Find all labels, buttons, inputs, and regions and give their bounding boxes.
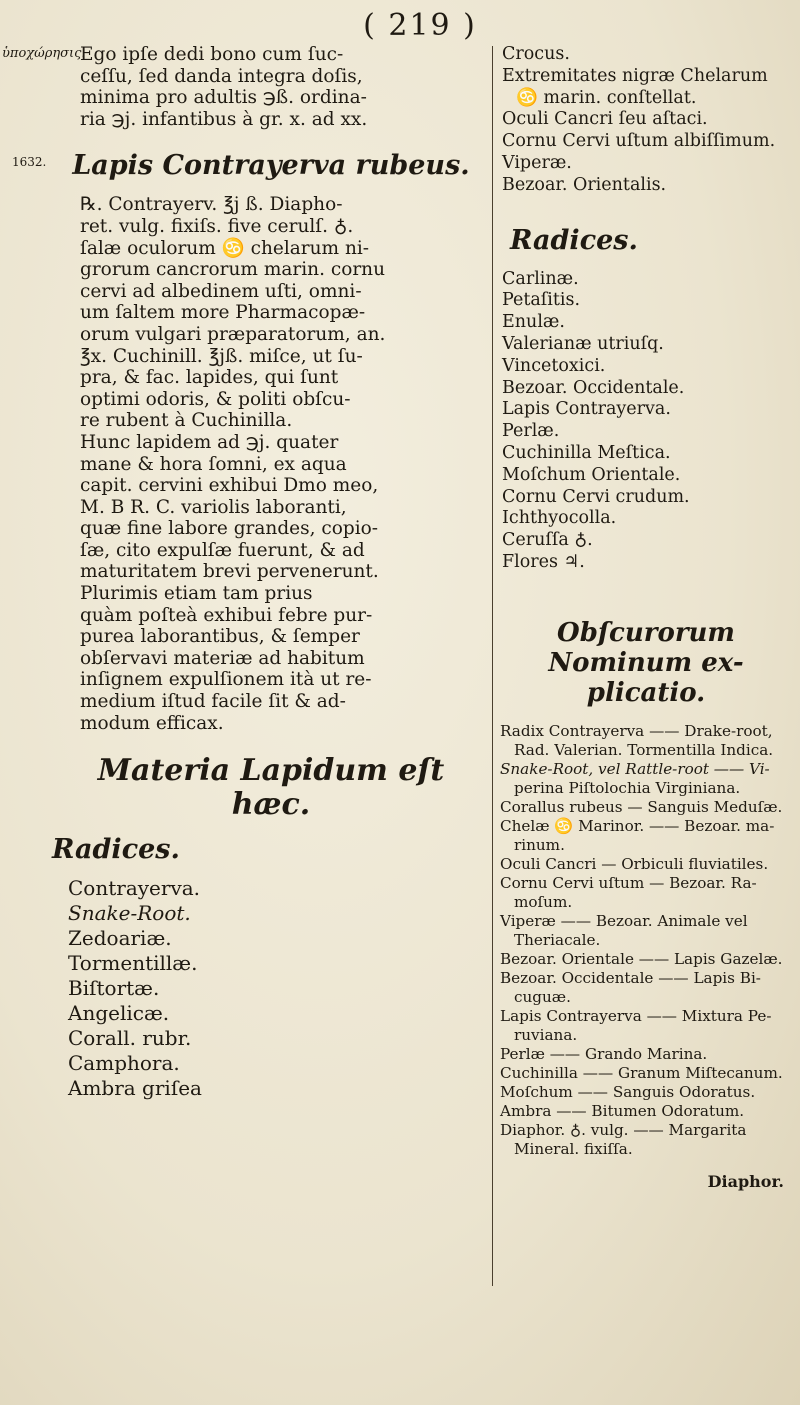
list-item: Vincetoxici. — [502, 355, 606, 376]
list-item: Biſtortæ. — [68, 976, 160, 1001]
list-item: Bezoar. Occidentale. — [502, 377, 685, 398]
right-column — [500, 44, 792, 1193]
glossary-line: cuguæ. — [514, 987, 571, 1006]
text-line: minima pro adultis ℈ß. ordina- — [80, 87, 367, 109]
glossary-line: Lapis Contrayerva —— Mixtura Pe- — [500, 1006, 772, 1025]
column-divider — [492, 46, 493, 1286]
glossary-line: Perlæ —— Grando Marina. — [500, 1044, 708, 1063]
glossary-entry — [500, 874, 792, 912]
glossary-entry — [500, 817, 792, 855]
glossary-entry — [500, 1121, 792, 1159]
glossary-entry — [500, 1007, 792, 1045]
list-item: Moſchum Orientale. — [502, 464, 681, 485]
glossary-entry — [500, 855, 792, 874]
list-item: Extremitates nigræ Chelarum — [502, 65, 768, 86]
text-line: Plurimis etiam tam prius — [80, 583, 313, 605]
glossary-line: ruviana. — [514, 1025, 578, 1044]
text-line: cervi ad albedinem uſti, omni- — [80, 280, 362, 302]
list-item: Carlinæ. — [502, 268, 579, 289]
ingredient-list-right-top — [500, 44, 792, 197]
list-item: Bezoar. Orientalis. — [502, 174, 667, 195]
text-line: Ego ipſe dedi bono cum ſuc- — [80, 44, 344, 65]
glossary-line: Mineral. fixiſſa. — [514, 1139, 633, 1158]
text-line: pra, & fac. lapides, qui ſunt — [80, 367, 339, 389]
list-item: Lapis Contrayerva. — [502, 399, 671, 420]
list-item: Cornu Cervi uſtum albiſſimum. — [502, 131, 776, 152]
text-line: ℥x. Cuchinill. ℥jß. miſce, ut ſu- — [80, 345, 363, 367]
list-item: Cornu Cervi crudum. — [502, 486, 690, 507]
list-item: Perlæ. — [502, 421, 560, 442]
glossary-list — [500, 722, 792, 1159]
glossary-line: rinum. — [514, 835, 565, 854]
glossary-line: Ambra —— Bitumen Odoratum. — [500, 1101, 745, 1120]
text-line: optimi odoris, & politi obſcu- — [80, 388, 351, 410]
list-item: Cuchinilla Meſtica. — [502, 442, 671, 463]
glossary-line: Corallus rubeus — Sanguis Meduſæ. — [500, 797, 783, 816]
text-line: quàm poſteà exhibui febre pur- — [80, 604, 373, 626]
glossary-entry — [500, 950, 792, 969]
glossary-line: moſum. — [514, 892, 573, 911]
glossary-line: Viperæ —— Bezoar. Animale vel — [500, 911, 748, 930]
text-line: mane & hora ſomni, ex aqua — [80, 453, 347, 475]
text-line: ſalæ oculorum ♋ chelarum ni- — [80, 237, 370, 259]
ingredient-list-right-radices — [500, 269, 792, 574]
heading-obscurorum-nominum: Obſcurorum Nominum ex-plicatio. — [548, 617, 744, 708]
text-line: M. B R. C. variolis laboranti, — [80, 496, 347, 518]
text-line: maturitatem brevi pervenerunt. — [80, 561, 379, 583]
margin-note-greek: ὑποχώρησις. — [2, 46, 86, 61]
page-number: ( 219 ) — [363, 8, 477, 43]
list-item: Ceruſſa ♁. — [502, 530, 593, 551]
text-line: um ſaltem more Pharmacopæ- — [80, 302, 366, 324]
glossary-entry — [500, 912, 792, 950]
glossary-entry — [500, 969, 792, 1007]
text-line: grorum cancrorum marin. cornu — [80, 259, 386, 281]
glossary-entry — [500, 1102, 792, 1121]
left-column — [52, 44, 490, 1101]
glossary-line: Radix Contrayerva —— Drake-root, — [500, 721, 773, 740]
text-line: quæ fine labore grandes, copio- — [80, 518, 379, 540]
text-line: ℞. Contrayerv. ℥j ß. Diapho- — [80, 194, 343, 216]
glossary-line: Bezoar. Orientale —— Lapis Gazelæ. — [500, 949, 783, 968]
text-line: ceſſu, ſed danda integra doſis, — [80, 65, 363, 87]
heading-lapis-contrayerva: Lapis Contrayerva rubeus. — [72, 150, 470, 182]
text-line: inſignem expulſionem ità ut re- — [80, 669, 372, 691]
text-line: orum vulgari præparatorum, an. — [80, 323, 386, 345]
glossary-line: Rad. Valerian. Tormentilla Indica. — [514, 740, 774, 759]
list-item: Flores ♃. — [502, 551, 585, 572]
glossary-entry — [500, 1083, 792, 1102]
glossary-line: Oculi Cancri — Orbiculi fluviatiles. — [500, 854, 769, 873]
margin-note-year: 1632. — [12, 155, 47, 169]
text-line: purea laborantibus, & ſemper — [80, 626, 360, 648]
glossary-line: Snake-Root, vel Rattle-root —— Vi- — [500, 759, 770, 778]
text-line: capit. cervini exhibui Dmo meo, — [80, 475, 379, 497]
heading-radices-right: Radices. — [510, 224, 638, 256]
list-item: Ambra griſea — [68, 1076, 202, 1101]
text-line: re rubent à Cuchinilla. — [80, 410, 293, 432]
glossary-line: Theriacale. — [514, 930, 601, 949]
list-item: Angelicæ. — [68, 1001, 170, 1026]
list-item: Petaſitis. — [502, 290, 581, 311]
text-line: ſæ, cito expulſæ fuerunt, & ad — [80, 539, 365, 561]
paragraph-dose — [52, 44, 490, 130]
glossary-line: Moſchum —— Sanguis Odoratus. — [500, 1082, 756, 1101]
list-item: Enulæ. — [502, 312, 565, 333]
list-item: Valerianæ utriuſq. — [502, 333, 664, 354]
list-item: Tormentillæ. — [68, 951, 198, 976]
glossary-entry — [500, 722, 792, 741]
glossary-entry — [500, 741, 792, 760]
paragraph-usage — [52, 432, 490, 734]
list-item: Oculi Cancri ſeu aſtaci. — [502, 109, 708, 130]
glossary-entry — [500, 1064, 792, 1083]
heading-radices-left: Radices. — [52, 834, 180, 866]
heading-materia-lapidum: Materia Lapidum eſt hæc. — [97, 753, 445, 823]
glossary-line: Diaphor. ♁. vulg. —— Margarita — [500, 1120, 747, 1139]
list-item: ♋ marin. conſtellat. — [516, 87, 697, 108]
ingredient-list-left — [52, 876, 490, 1101]
text-line: obſervavi materiæ ad habitum — [80, 647, 365, 669]
text-line: medium iſtud facile ſit & ad- — [80, 691, 346, 713]
text-line: Hunc lapidem ad ℈j. quater — [80, 431, 339, 453]
list-item: Viperæ. — [502, 152, 572, 173]
list-item: Camphora. — [68, 1051, 180, 1076]
list-item: Snake-Root. — [68, 901, 191, 926]
glossary-entry — [500, 798, 792, 817]
text-line: ria ℈j. infantibus à gr. x. ad xx. — [80, 108, 368, 130]
list-item: Ichthyocolla. — [502, 508, 617, 529]
text-line: modum efficax. — [80, 712, 224, 734]
glossary-line: Chelæ ♋ Marinor. —— Bezoar. ma- — [500, 816, 775, 835]
list-item: Corall. rubr. — [68, 1026, 192, 1051]
glossary-entry — [500, 760, 792, 798]
list-item: Zedoariæ. — [68, 926, 172, 951]
text-line: ret. vulg. fixiſs. five cerulſ. ♁. — [80, 215, 354, 237]
glossary-line: Bezoar. Occidentale —— Lapis Bi- — [500, 968, 761, 987]
glossary-line: Cornu Cervi uſtum — Bezoar. Ra- — [500, 873, 757, 892]
list-item: Contrayerva. — [68, 876, 201, 901]
glossary-line: Cuchinilla —— Granum Miſtecanum. — [500, 1063, 783, 1082]
list-item: Crocus. — [502, 44, 570, 64]
paragraph-recipe — [52, 194, 490, 432]
glossary-entry — [500, 1045, 792, 1064]
catchword: Diaphor. — [707, 1171, 784, 1191]
glossary-line: perina Piſtolochia Virginiana. — [514, 778, 741, 797]
